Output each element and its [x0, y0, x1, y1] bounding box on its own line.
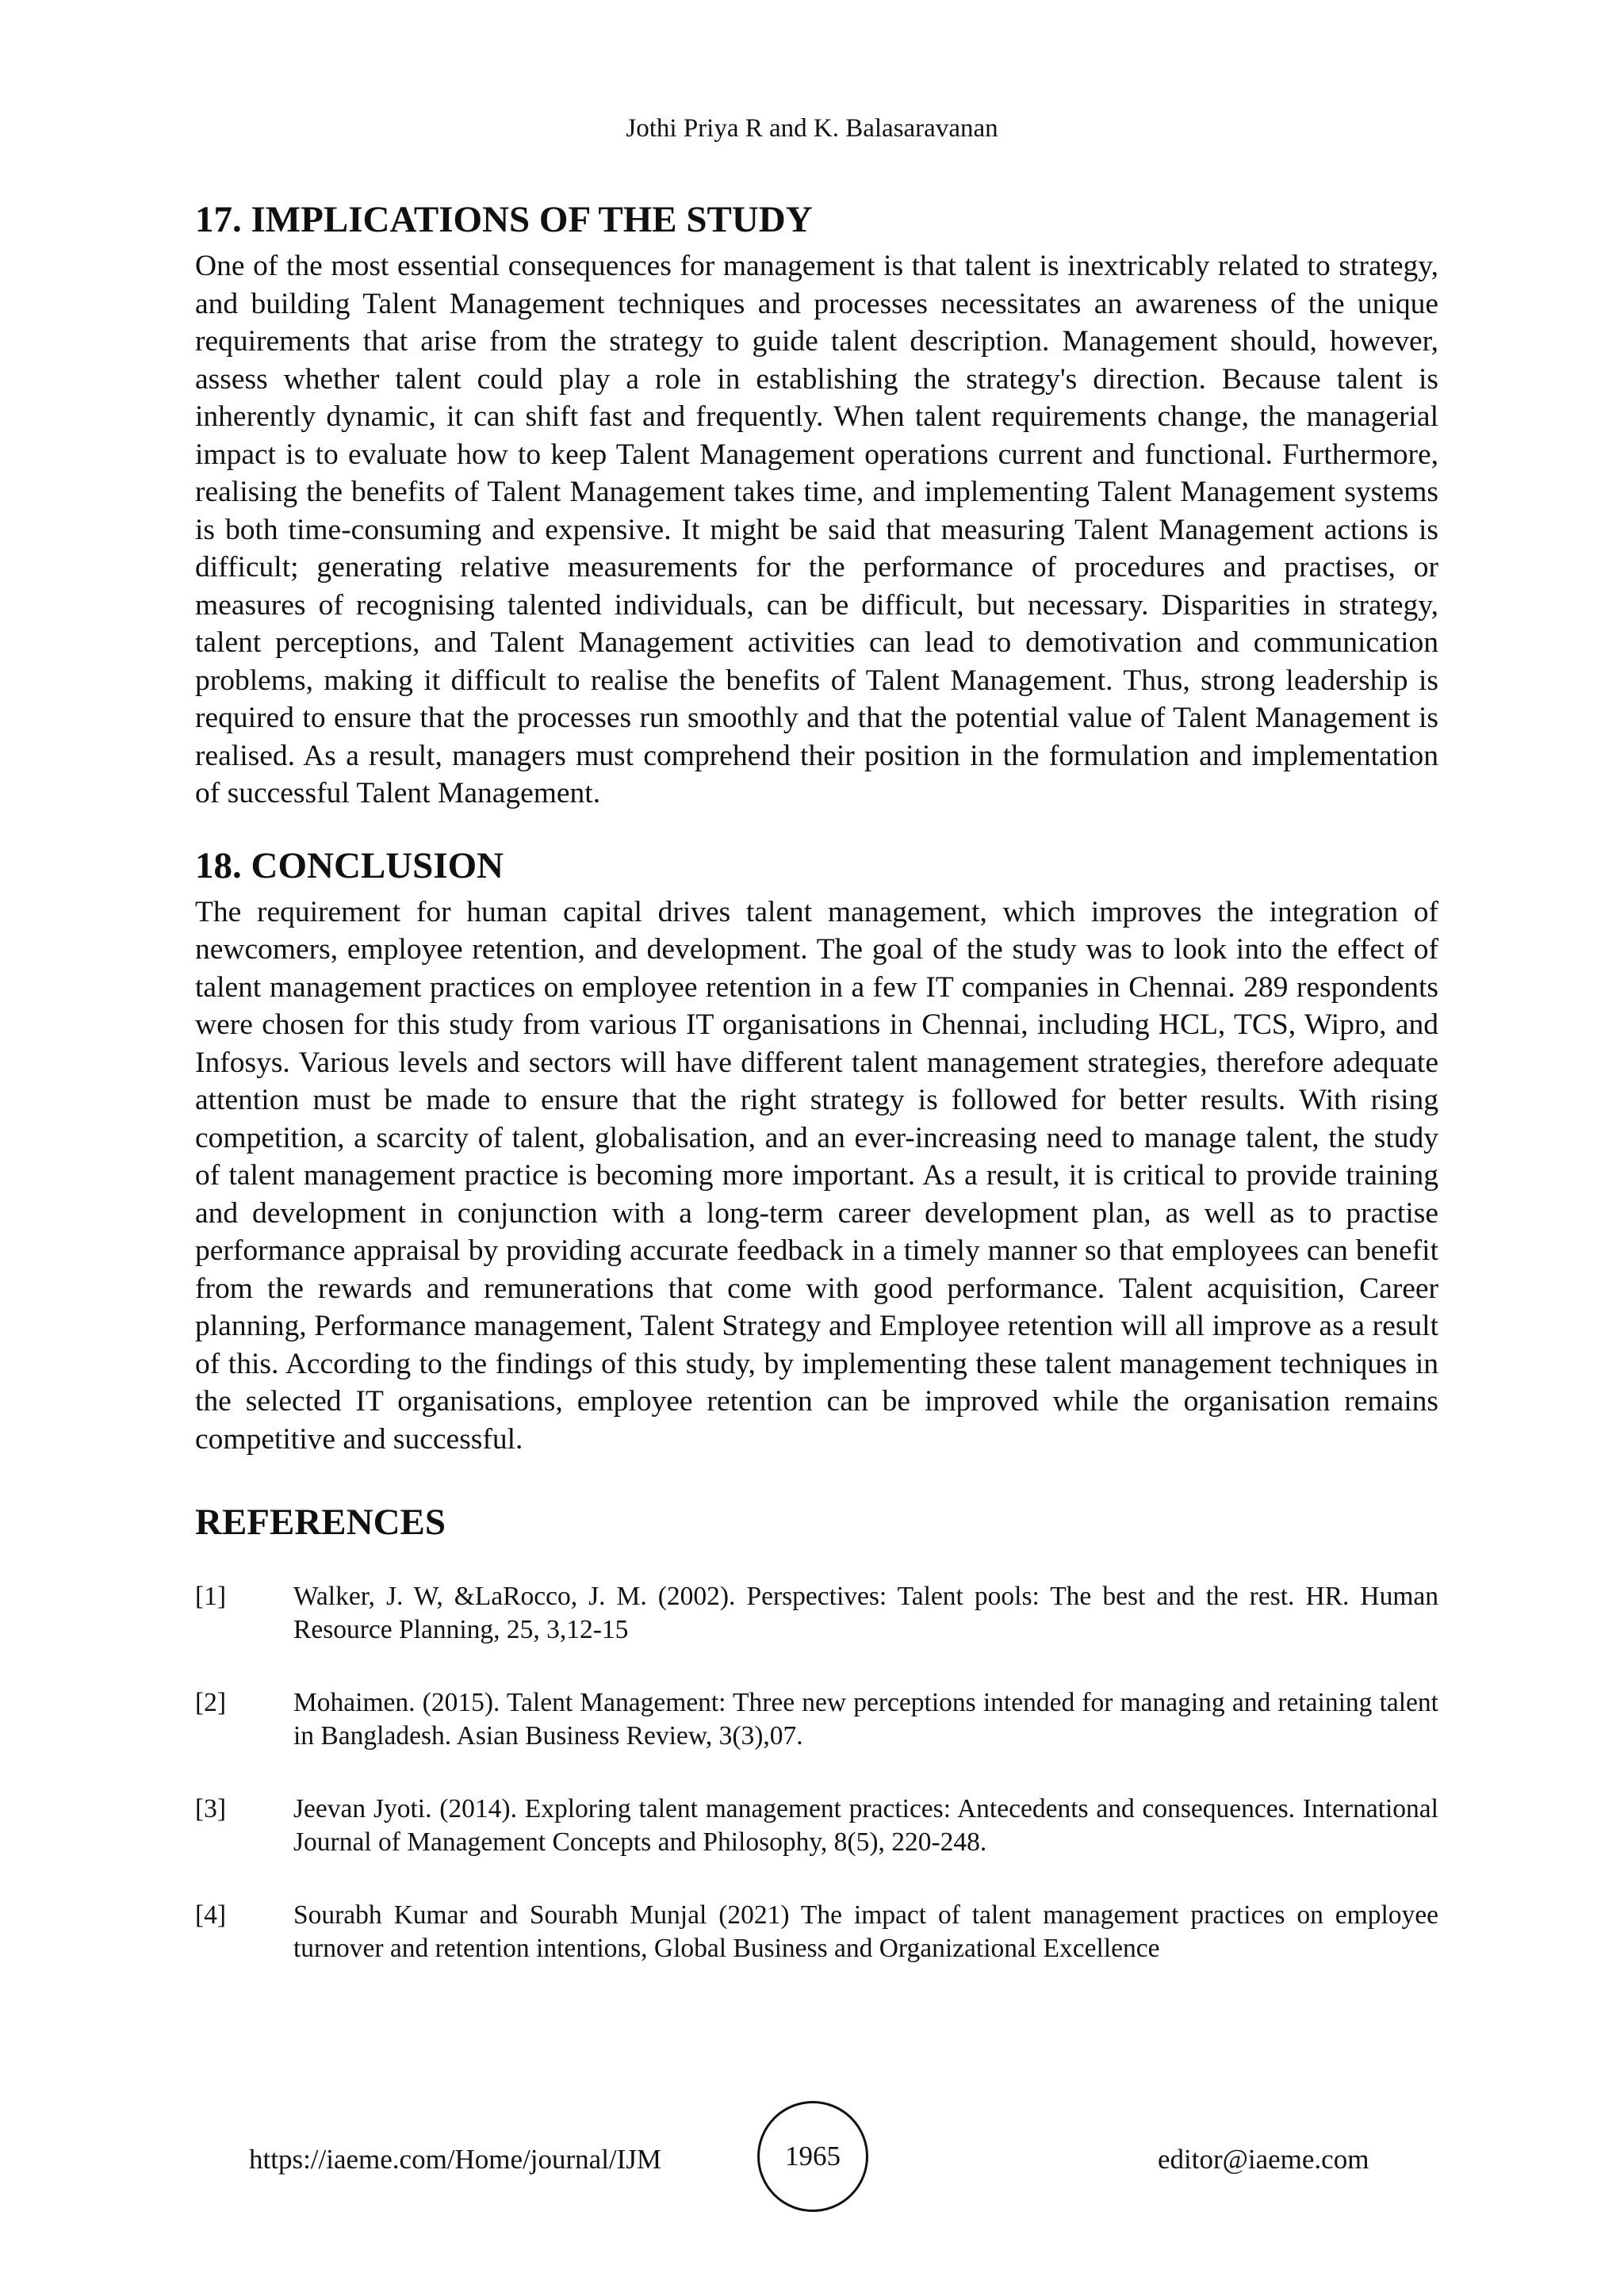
section-implications — [195, 197, 1438, 813]
references-heading: REFERENCES — [195, 1502, 446, 1543]
reference-number: [1] — [195, 1582, 227, 1611]
reference-text: Sourabh Kumar and Sourabh Munjal (2021) The impact of talent management practices on employee turnover and retention intentions, Global Business and Organizational Excellence — [293, 1900, 1438, 1963]
page-footer — [0, 2101, 1624, 2220]
section-heading-conclusion: 18. CONCLUSION — [195, 844, 504, 886]
section-body-conclusion: The requirement for human capital drives talent management, which improves the integration of newcomers, employee retention, and development. The goal of the study was to look into the effect of talent management practices on employee retention in a few IT companies in Chennai. 289 respondents were chosen for this study from various IT organisations in Chennai, including HCL, TCS, Wipro, and Infosys. Various levels and sectors will have different talent management strategies, therefore adequate attention must be made to ensure that the right strategy is followed for better results. With rising competition, a scarcity of talent, globalisation, and an ever-increasing need to manage talent, the study of talent management practice is becoming more important. As a result, it is critical to provide training and development in conjunction with a long-term career development plan, as well as to practise performance appraisal by providing accurate feedback in a timely manner so that employees can benefit from the rewards and remunerations that come with good performance. Talent acquisition, Career planning, Performance management, Talent Strategy and Employee retention will all improve as a result of this. According to the findings of this study, by implementing these talent management techniques in the selected IT organisations, employee retention can be improved while the organisation remains competitive and successful. — [195, 895, 1438, 1456]
section-heading-implications: 17. IMPLICATIONS OF THE STUDY — [195, 199, 813, 240]
page-number-circle — [757, 2101, 868, 2212]
footer-email-link[interactable]: editor@iaeme.com — [1158, 2144, 1369, 2175]
page-number: 1965 — [785, 2141, 841, 2172]
reference-number: [4] — [195, 1900, 227, 1930]
references-section — [195, 1499, 1438, 1965]
reference-item — [195, 1899, 1438, 1965]
reference-number: [2] — [195, 1688, 227, 1717]
footer-journal-link[interactable]: https://iaeme.com/Home/journal/IJM — [249, 2144, 662, 2175]
reference-item — [195, 1686, 1438, 1753]
reference-number: [3] — [195, 1794, 227, 1823]
reference-text: Mohaimen. (2015). Talent Management: Three new perceptions intended for managing and retaining talent in Bangladesh. Asian Business Review, 3(3),07. — [293, 1688, 1438, 1751]
running-head: Jothi Priya R and K. Balasaravanan — [626, 114, 998, 143]
page-content — [195, 197, 1438, 2005]
reference-item — [195, 1580, 1438, 1647]
section-conclusion — [195, 843, 1438, 1459]
section-body-implications: One of the most essential consequences for management is that talent is inextricably related to strategy, and building Talent Management techniques and processes necessitates an awareness of the unique requirements that arise from the strategy to guide talent description. Management should, however, assess whether talent could play a role in establishing the strategy's direction. Because talent is inherently dynamic, it can shift fast and frequently. When talent requirements change, the managerial impact is to evaluate how to keep Talent Management operations current and functional. Furthermore, realising the benefits of Talent Management takes time, and implementing Talent Management systems is both time-consuming and expensive. It might be said that measuring Talent Management actions is difficult; generating relative measurements for the performance of procedures and practises, or measures of recognising talented individuals, can be difficult, but necessary. Disparities in strategy, talent perceptions, and Talent Management activities can lead to demotivation and communication problems, making it difficult to realise the benefits of Talent Management. Thus, strong leadership is required to ensure that the processes run smoothly and that the potential value of Talent Management is realised. As a result, managers must comprehend their position in the formulation and implementation of successful Talent Management. — [195, 250, 1438, 809]
reference-item — [195, 1793, 1438, 1859]
reference-text: Walker, J. W, &LaRocco, J. M. (2002). Perspectives: Talent pools: The best and the rest. HR. Human Resource Planning, 25, 3,12-15 — [293, 1582, 1438, 1644]
reference-text: Jeevan Jyoti. (2014). Exploring talent management practices: Antecedents and consequences. International Journal of Management Concepts and Philosophy, 8(5), 220-248. — [293, 1794, 1438, 1857]
